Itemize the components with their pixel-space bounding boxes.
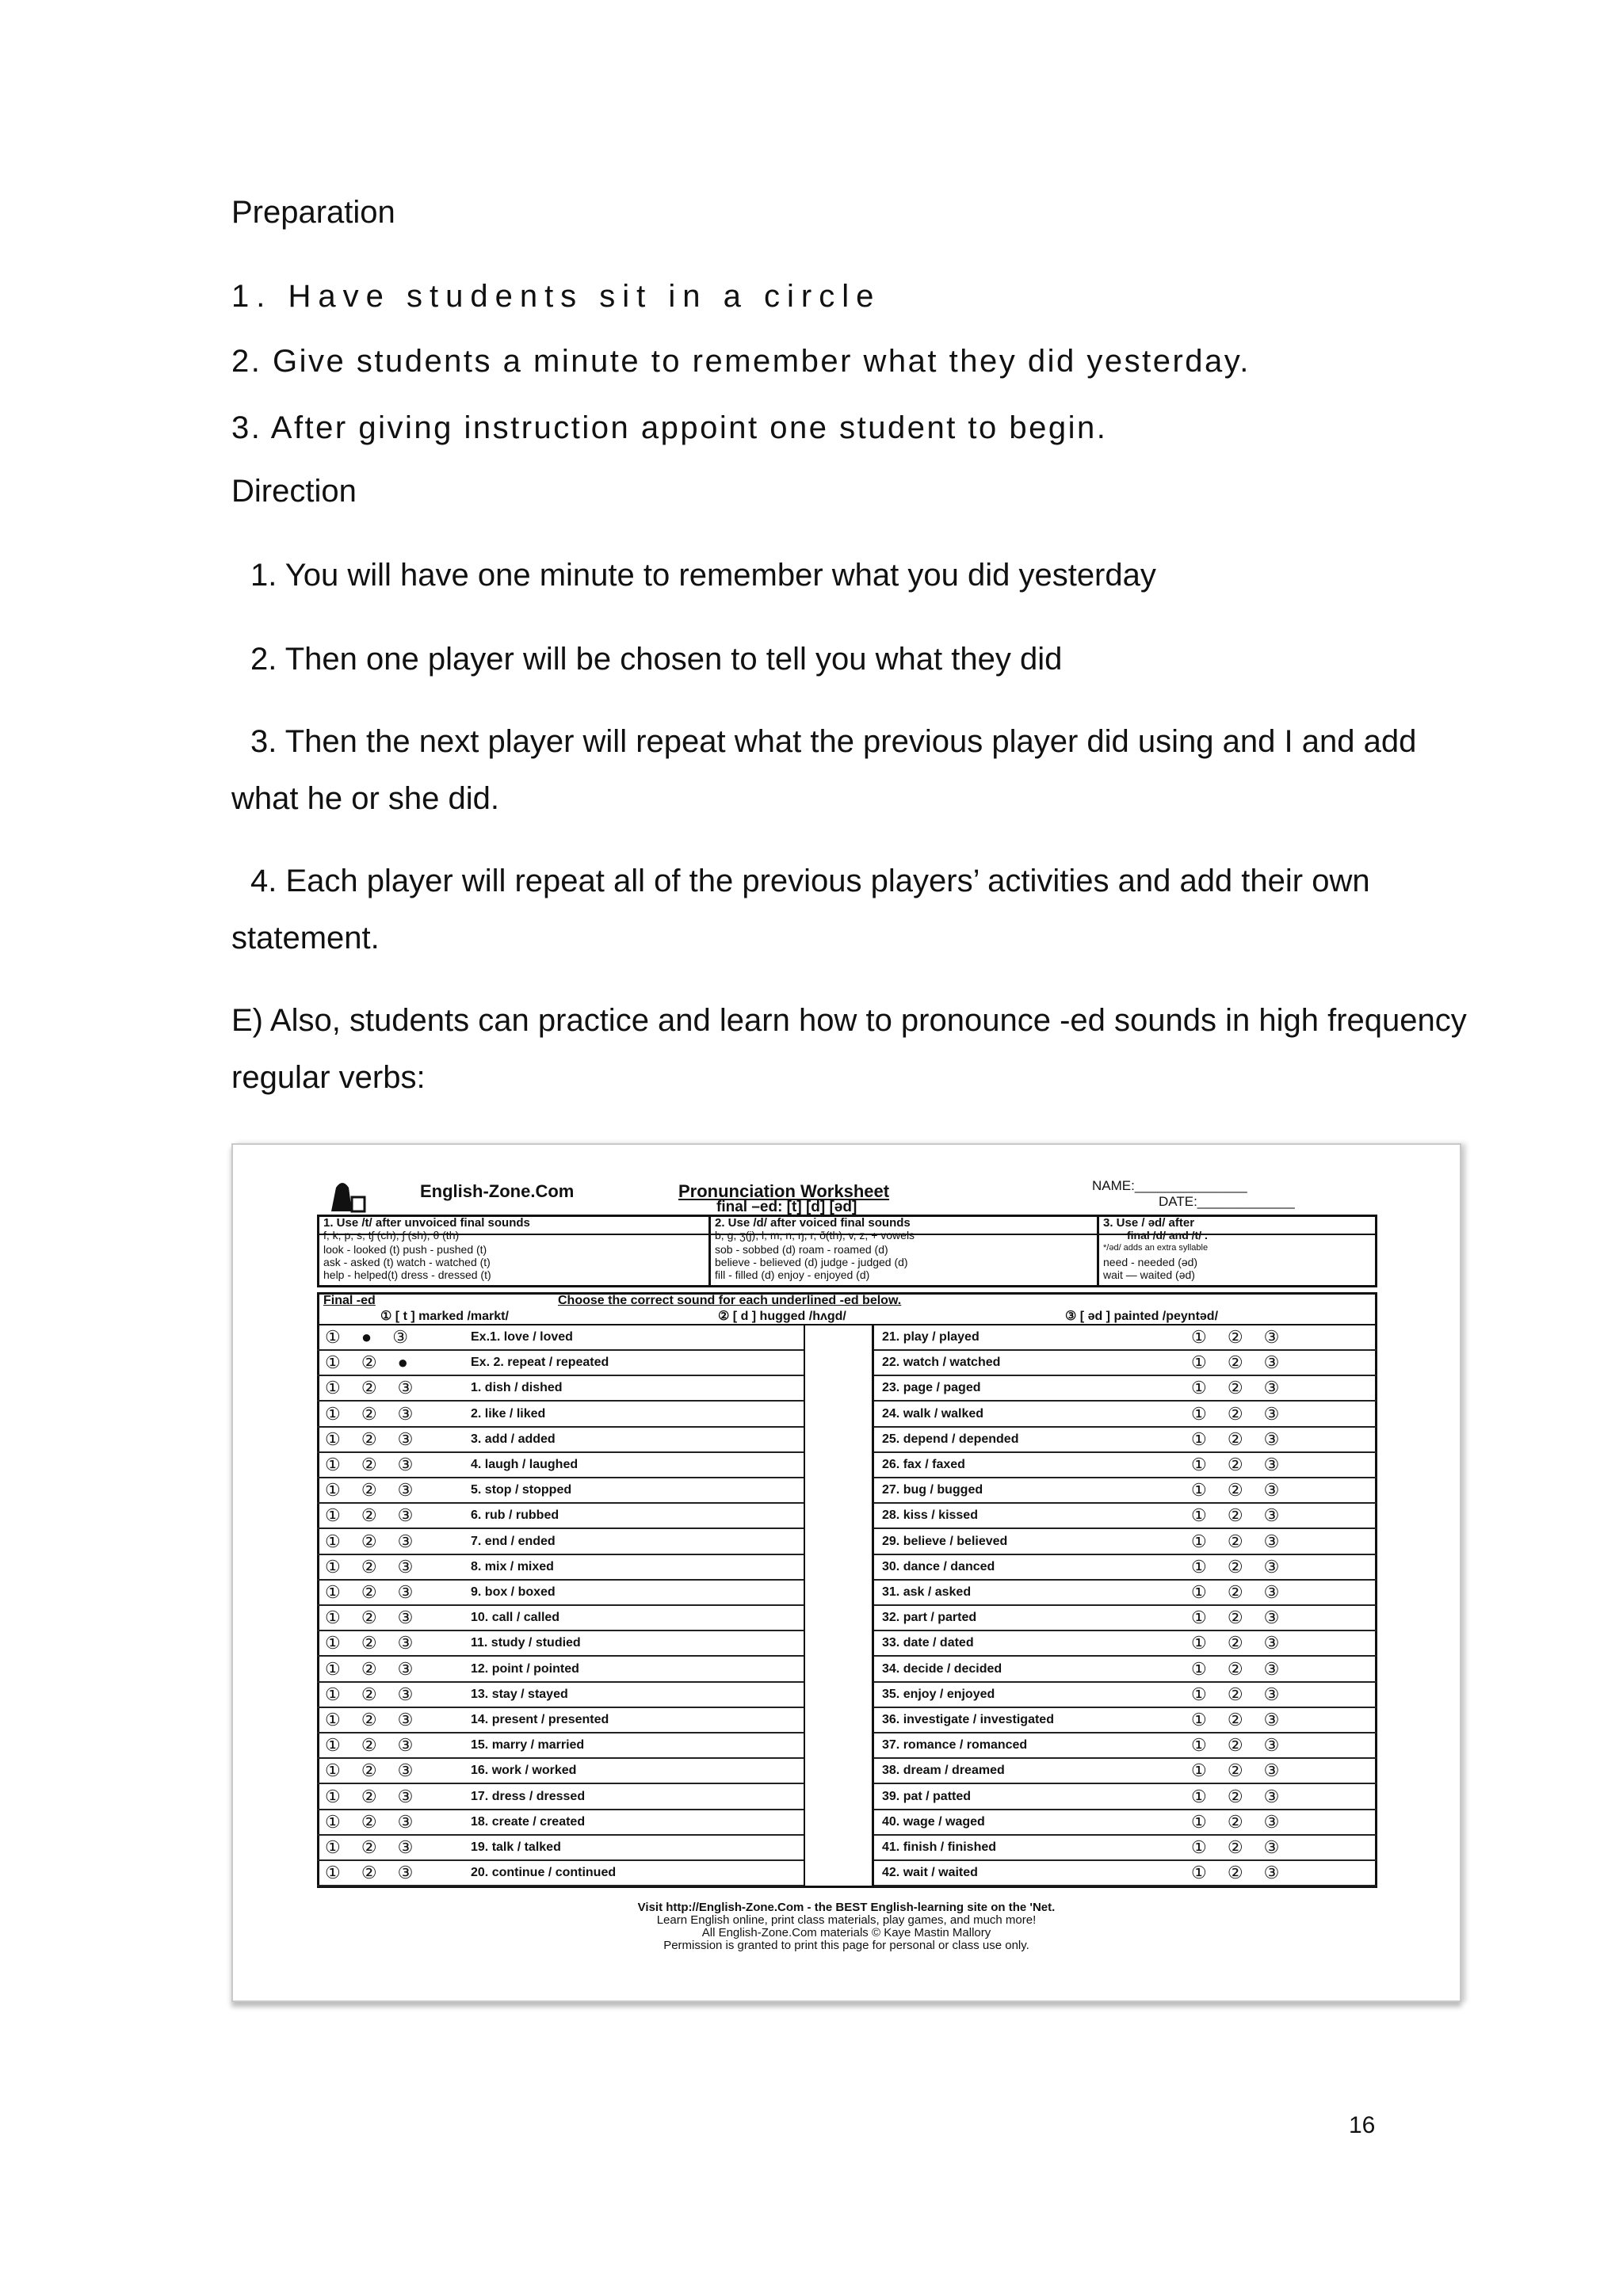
worksheet-right-row <box>874 1530 1377 1555</box>
answer-choices: ① ② ③ <box>1191 1837 1288 1857</box>
verb-item: 21. play / played <box>882 1330 980 1344</box>
verb-item: 14. present / presented <box>471 1713 609 1726</box>
reading-person-logo-icon <box>328 1177 369 1213</box>
rule-2-example: sob - sobbed (d) roam - roamed (d) <box>715 1243 888 1256</box>
date-label: DATE:_____________ <box>1159 1194 1295 1209</box>
verb-item: 22. watch / watched <box>882 1356 1001 1370</box>
worksheet-right-row <box>874 1504 1377 1529</box>
answer-choices: ① ② ③ <box>325 1658 422 1679</box>
rule-1-example: ask - asked (t) watch - watched (t) <box>323 1256 491 1268</box>
answer-choices: ① ② ③ <box>1191 1684 1288 1704</box>
verb-item: 20. continue / continued <box>471 1866 617 1880</box>
legend-t: ① [ t ] marked /markt/ <box>380 1310 509 1323</box>
name-label: NAME:_______________ <box>1092 1178 1247 1193</box>
answer-choices: ① ② ③ <box>325 1378 422 1398</box>
answer-choices: ① ② ③ <box>325 1710 422 1730</box>
preparation-heading: Preparation <box>231 195 395 230</box>
verb-item: 29. believe / believed <box>882 1534 1008 1548</box>
answer-choices: ① ② ③ <box>325 1608 422 1628</box>
worksheet-right-row <box>874 1657 1377 1683</box>
answer-choices: ① ② ③ <box>1191 1556 1288 1577</box>
answer-choices: ① ② ③ <box>1191 1428 1288 1449</box>
answer-choices: ① ② ③ <box>325 1811 422 1832</box>
worksheet-left-row <box>317 1581 804 1606</box>
answer-choices: ① ② ③ <box>1191 1455 1288 1474</box>
worksheet-right-row <box>874 1708 1377 1733</box>
answer-choices: ① ② ③ <box>325 1684 422 1704</box>
rule-3-example: need - needed (əd) <box>1103 1256 1198 1268</box>
worksheet-left-row <box>317 1683 804 1708</box>
prep-step-3: 3. After giving instruction appoint one student to begin. <box>231 410 1108 445</box>
answer-choices: ① ② ③ <box>1191 1710 1288 1730</box>
worksheet-left-row <box>317 1861 804 1886</box>
verb-item: 19. talk / talked <box>471 1840 561 1854</box>
legend-d: ② [ d ] hugged /hʌgd/ <box>718 1310 846 1323</box>
verb-item: 17. dress / dressed <box>471 1789 586 1803</box>
verb-item: 31. ask / asked <box>882 1585 972 1599</box>
worksheet-left-row <box>317 1759 804 1784</box>
worksheet-right-row <box>874 1555 1377 1581</box>
rule-1-example: look - looked (t) push - pushed (t) <box>323 1243 487 1256</box>
worksheet-right-row <box>874 1631 1377 1657</box>
worksheet-left-row <box>317 1351 804 1376</box>
answer-choices: ① ② ③ <box>1191 1378 1288 1398</box>
worksheet-title: Pronunciation Worksheet <box>678 1181 890 1201</box>
prep-step-2: 2. Give students a minute to remember what they did yesterday. <box>231 344 1251 379</box>
rule-1-head: 1. Use /t/ after unvoiced final sounds <box>323 1216 530 1230</box>
direction-heading: Direction <box>231 474 357 509</box>
answer-choices: ① ② ● <box>325 1352 416 1373</box>
verb-item: 34. decide / decided <box>882 1661 1002 1676</box>
verb-item: 1. dish / dished <box>471 1381 563 1395</box>
worksheet-left-row <box>317 1785 804 1810</box>
verb-item: 15. marry / married <box>471 1738 585 1753</box>
answer-choices: ① ② ③ <box>325 1863 422 1883</box>
verb-item: 25. depend / depended <box>882 1432 1019 1446</box>
worksheet-right-row <box>874 1478 1377 1504</box>
verb-item: 27. bug / bugged <box>882 1483 983 1497</box>
legend-ed: ③ [ əd ] painted /peyntəd/ <box>1065 1310 1219 1323</box>
verb-item: 4. laugh / laughed <box>471 1458 579 1471</box>
worksheet-right-row <box>874 1759 1377 1784</box>
answer-choices: ① ② ③ <box>1191 1327 1288 1347</box>
verb-item: 23. page / paged <box>882 1381 981 1395</box>
footer-line-3: All English-Zone.Com materials © Kaye Mastin Mallory <box>701 1926 991 1939</box>
direction-item-2: 2. Then one player will be chosen to tell you what they did <box>250 642 1063 677</box>
site-name: English-Zone.Com <box>420 1181 575 1201</box>
answer-choices: ① ② ③ <box>325 1455 422 1474</box>
answer-choices: ① ② ③ <box>1191 1633 1288 1653</box>
rule-2-example: fill - filled (d) enjoy - enjoyed (d) <box>715 1268 870 1281</box>
rule-2-example: believe - believed (d) judge - judged (d) <box>715 1256 908 1268</box>
verb-item: 6. rub / rubbed <box>471 1508 559 1523</box>
answer-choices: ① ② ③ <box>325 1480 422 1501</box>
verb-item: 8. mix / mixed <box>471 1559 554 1573</box>
worksheet-right-row <box>874 1376 1377 1402</box>
answer-choices: ① ② ③ <box>1191 1760 1288 1781</box>
verb-item: 40. wage / waged <box>882 1814 985 1829</box>
verb-item: 5. stop / stopped <box>471 1483 572 1497</box>
answer-choices: ① ② ③ <box>325 1428 422 1449</box>
verb-item: 36. investigate / investigated <box>882 1713 1054 1726</box>
right-column <box>872 1325 1380 1886</box>
answer-choices: ① ② ③ <box>325 1531 422 1551</box>
rule-3-head: 3. Use / əd/ after <box>1103 1216 1195 1230</box>
worksheet-left-row <box>317 1733 804 1759</box>
page-number: 16 <box>1349 2112 1376 2138</box>
worksheet-right-row <box>874 1785 1377 1810</box>
verb-item: 13. stay / stayed <box>471 1687 568 1701</box>
answer-choices: ① ② ③ <box>1191 1505 1288 1526</box>
rule-1-sounds: f, k, p, s, tʃ (ch), ʃ (sh), θ (th) <box>323 1229 460 1241</box>
answer-choices: ① ② ③ <box>1191 1531 1288 1551</box>
answer-choices: ① ② ③ <box>1191 1811 1288 1832</box>
verb-item: 41. finish / finished <box>882 1840 997 1854</box>
verb-item: 37. romance / romanced <box>882 1738 1028 1753</box>
worksheet-right-row <box>874 1581 1377 1606</box>
rule-2-sounds: b, g, ʒ(j), l, m, n, ŋ, r, ð(th), v, z, + vowels <box>715 1229 915 1241</box>
worksheet-right-row <box>874 1836 1377 1861</box>
verb-item: Ex.1. love / loved <box>471 1330 573 1344</box>
worksheet-left-row <box>317 1530 804 1555</box>
worksheet-left-row <box>317 1555 804 1581</box>
answer-choices: ① ② ③ <box>1191 1582 1288 1602</box>
answer-choices: ① ② ③ <box>325 1735 422 1756</box>
rule-2-head: 2. Use /d/ after voiced final sounds <box>715 1216 911 1230</box>
verb-item: 33. date / dated <box>882 1636 974 1650</box>
worksheet-left-row <box>317 1478 804 1504</box>
footer-line-2: Learn English online, print class materials, play games, and much more! <box>656 1913 1037 1927</box>
verb-item: 24. walk / walked <box>882 1406 984 1421</box>
instructions-text: Choose the correct sound for each underlined -ed below. <box>558 1294 902 1307</box>
verb-item: 3. add / added <box>471 1432 556 1446</box>
verb-item: 38. dream / dreamed <box>882 1764 1005 1778</box>
verb-item: 42. wait / waited <box>882 1866 978 1880</box>
verb-item: 35. enjoy / enjoyed <box>882 1687 995 1701</box>
worksheet-right-row <box>874 1402 1377 1428</box>
answer-choices: ① ② ③ <box>325 1505 422 1526</box>
verb-item: 16. work / worked <box>471 1764 577 1778</box>
answer-choices: ① ② ③ <box>1191 1480 1288 1501</box>
answer-choices: ① ② ③ <box>325 1403 422 1424</box>
worksheet-left-row <box>317 1504 804 1529</box>
answer-choices: ① ② ③ <box>325 1837 422 1857</box>
verb-item: 9. box / boxed <box>471 1585 556 1599</box>
worksheet-right-row <box>874 1861 1377 1886</box>
worksheet-left-row <box>317 1631 804 1657</box>
verb-item: 7. end / ended <box>471 1534 556 1548</box>
worksheet-left-row <box>317 1606 804 1631</box>
answer-choices: ① ② ③ <box>1191 1786 1288 1806</box>
answer-choices: ① ② ③ <box>325 1633 422 1653</box>
answer-choices: ① ② ③ <box>325 1582 422 1602</box>
answer-choices: ① ② ③ <box>325 1786 422 1806</box>
prep-step-1: 1. Have students sit in a circle <box>231 279 881 314</box>
worksheet-right-row <box>874 1428 1377 1453</box>
verb-item: 18. create / created <box>471 1814 586 1829</box>
worksheet-right-row <box>874 1683 1377 1708</box>
worksheet-left-row <box>317 1428 804 1453</box>
verb-item: 28. kiss / kissed <box>882 1508 978 1523</box>
section-e-text: E) Also, students can practice and learn how to pronounce -ed sounds in high frequency regular verbs: <box>231 1003 1467 1095</box>
worksheet-right-row <box>874 1733 1377 1759</box>
worksheet-left-row <box>317 1836 804 1861</box>
worksheet-subtitle: final –ed: [t] [d] [əd] <box>716 1199 857 1215</box>
answer-choices: ① ② ③ <box>1191 1658 1288 1679</box>
verb-item: Ex. 2. repeat / repeated <box>471 1356 609 1370</box>
verb-item: 11. study / studied <box>471 1636 581 1650</box>
verb-item: 2. like / liked <box>471 1406 546 1421</box>
rule-3-example: wait — waited (əd) <box>1103 1268 1195 1281</box>
worksheet-left-row <box>317 1453 804 1478</box>
rule-3-sounds: final /d/ and /t/ . <box>1127 1229 1208 1241</box>
worksheet-right-row <box>874 1351 1377 1376</box>
verb-item: 10. call / called <box>471 1611 560 1625</box>
worksheet-left-row <box>317 1402 804 1428</box>
worksheet-left-row <box>317 1708 804 1733</box>
footer-line-4: Permission is granted to print this page for personal or class use only. <box>663 1939 1029 1952</box>
answer-choices: ① ② ③ <box>1191 1403 1288 1424</box>
worksheet-left-row <box>317 1376 804 1402</box>
worksheet-right-row <box>874 1606 1377 1631</box>
answer-choices: ① ● ③ <box>325 1327 416 1347</box>
worksheet-right-row <box>874 1453 1377 1478</box>
verb-item: 30. dance / danced <box>882 1559 995 1573</box>
direction-item-1: 1. You will have one minute to remember what you did yesterday <box>250 558 1156 593</box>
verb-item: 39. pat / patted <box>882 1789 972 1803</box>
rule-1-example: help - helped(t) dress - dressed (t) <box>323 1268 491 1281</box>
verb-item: 12. point / pointed <box>471 1661 579 1676</box>
worksheet-left-row <box>317 1810 804 1836</box>
direction-item-4: 4. Each player will repeat all of the previous players’ activities and add their own statement. <box>231 864 1370 955</box>
rule-3-note: */əd/ adds an extra syllable <box>1103 1243 1209 1253</box>
left-column <box>317 1325 805 1886</box>
answer-choices: ① ② ③ <box>1191 1863 1288 1883</box>
direction-item-3: 3. Then the next player will repeat what the previous player did using and I and add what he or she did. <box>231 724 1417 816</box>
final-ed-label: Final -ed <box>323 1294 376 1307</box>
worksheet-left-row <box>317 1325 804 1351</box>
verb-item: 26. fax / faxed <box>882 1458 965 1471</box>
answer-choices: ① ② ③ <box>1191 1735 1288 1756</box>
worksheet-right-row <box>874 1810 1377 1836</box>
worksheet-right-row <box>874 1325 1377 1351</box>
answer-choices: ① ② ③ <box>1191 1352 1288 1373</box>
answer-choices: ① ② ③ <box>1191 1608 1288 1628</box>
center-gap <box>804 1325 872 1886</box>
pronunciation-worksheet-image <box>231 1143 1461 2002</box>
verb-item: 32. part / parted <box>882 1611 977 1625</box>
answer-choices: ① ② ③ <box>325 1760 422 1781</box>
footer-line-1: Visit http://English-Zone.Com - the BEST English-learning site on the 'Net. <box>637 1901 1056 1914</box>
worksheet-left-row <box>317 1657 804 1683</box>
answer-choices: ① ② ③ <box>325 1556 422 1577</box>
